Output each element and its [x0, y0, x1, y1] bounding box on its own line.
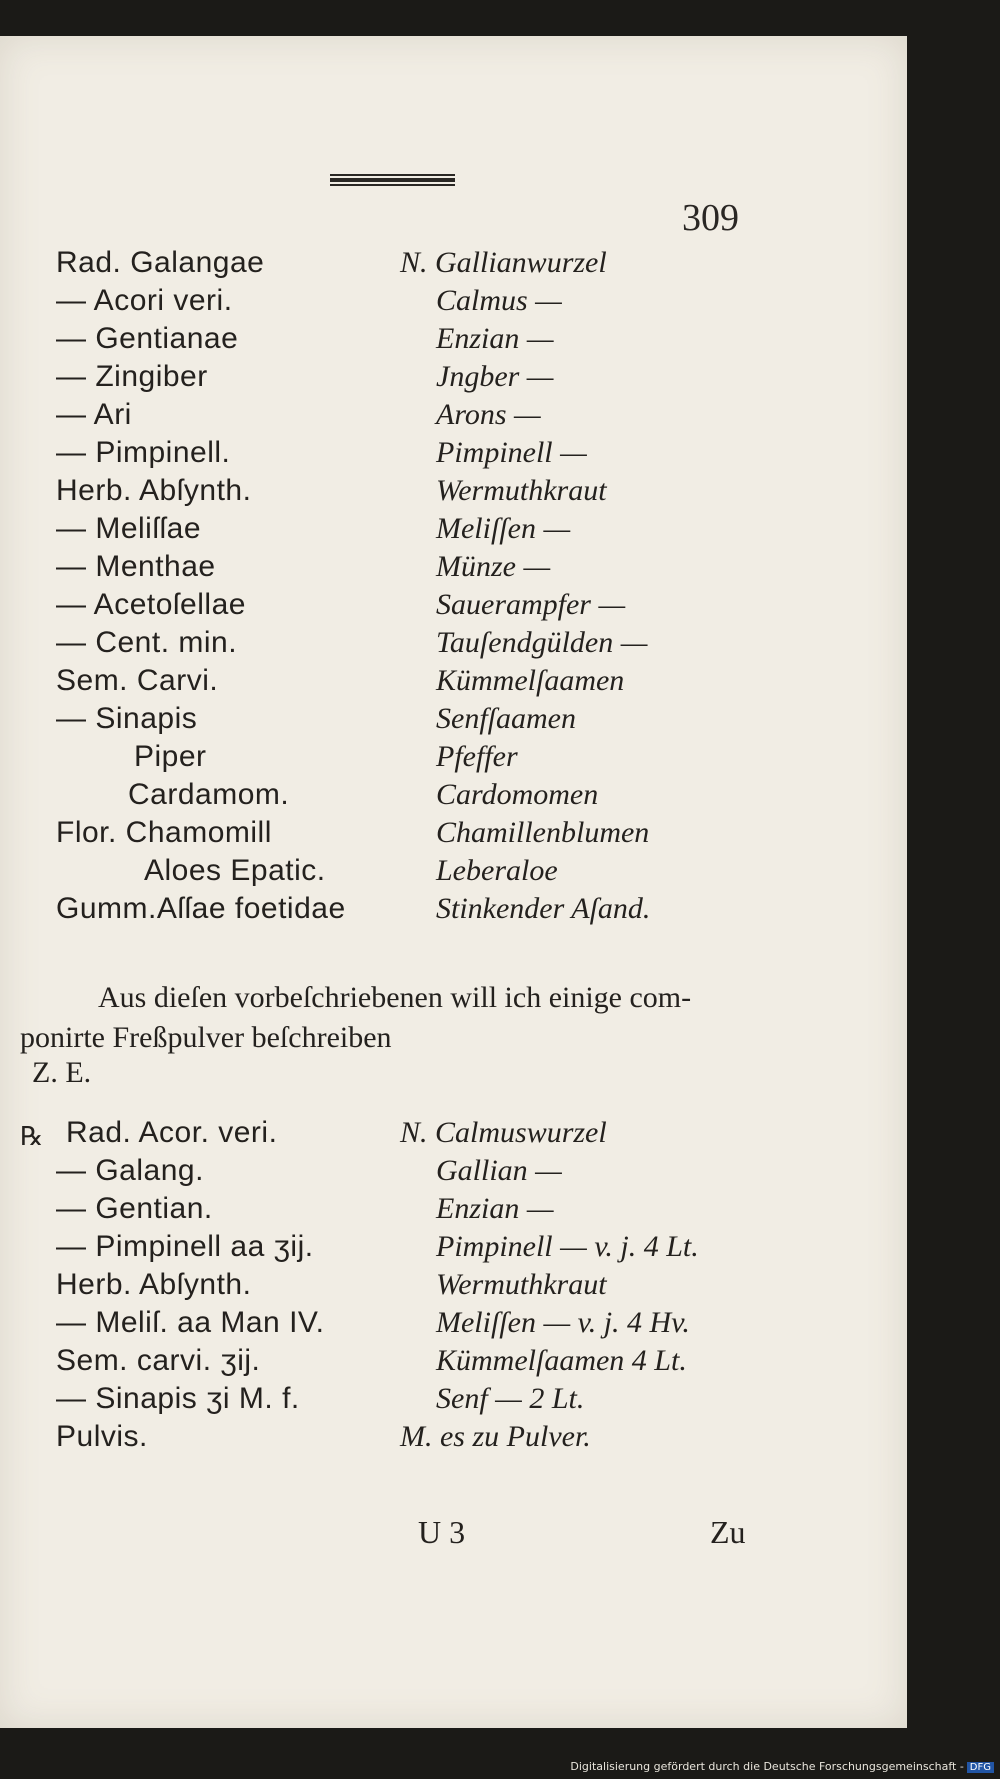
ingredient-german: Pimpinell — — [436, 436, 587, 469]
recipe-german: Wermuthkraut — [436, 1268, 607, 1301]
recipe-latin: Sem. carvi. ʒij. — [56, 1344, 261, 1377]
recipe-german: Pimpinell — v. j. 4 Lt. — [436, 1230, 699, 1263]
ingredient-german: Leberaloe — [436, 854, 558, 887]
ingredient-german: Jngber — — [436, 360, 554, 393]
header-rule — [330, 174, 455, 184]
ingredient-latin: — Acetoſellae — [56, 588, 246, 621]
paragraph-line: Aus dieſen vorbeſchriebenen will ich einige com- — [98, 981, 692, 1014]
ingredient-latin: — Cent. min. — [56, 626, 238, 659]
recipe-latin: Pulvis. — [56, 1420, 148, 1453]
ingredient-german: Münze — — [436, 550, 551, 583]
ingredient-german: Senfſaamen — [436, 702, 576, 735]
recipe-latin: — Galang. — [56, 1154, 204, 1187]
footer-text: Digitalisierung gefördert durch die Deutsche Forschungsgemeinschaft - — [570, 1760, 964, 1773]
ingredient-latin: Herb. Abſynth. — [56, 474, 252, 507]
ingredient-german: Pfeffer — [436, 740, 518, 773]
ingredient-latin: — Menthae — [56, 550, 216, 583]
ingredient-latin: — Sinapis — [56, 702, 198, 735]
recipe-latin: — Sinapis ʒi M. f. — [56, 1382, 300, 1415]
ingredient-latin: — Meliſſae — [56, 512, 202, 545]
ingredient-german: Calmus — — [436, 284, 562, 317]
ingredient-german: Chamillenblumen — [436, 816, 650, 849]
recipe-latin: — Meliſ. aa Man IV. — [56, 1306, 325, 1339]
ingredient-german: Enzian — — [436, 322, 554, 355]
dfg-logo: DFG — [967, 1762, 994, 1773]
ingredient-german: Sauerampfer — — [436, 588, 626, 621]
recipe-german: M. es zu Pulver. — [400, 1420, 591, 1453]
ingredient-german: Meliſſen — — [436, 512, 571, 545]
recipe-latin: Herb. Abſynth. — [56, 1268, 252, 1301]
recipe-latin: — Pimpinell aa ʒij. — [56, 1230, 314, 1263]
ingredient-german: N. Gallianwurzel — [400, 246, 607, 279]
ingredient-latin: Piper — [134, 740, 207, 773]
page-number: 309 — [682, 197, 739, 239]
ingredient-latin: Sem. Carvi. — [56, 664, 219, 697]
ingredient-german: Kümmelſaamen — [436, 664, 625, 697]
recipe-german: Gallian — — [436, 1154, 562, 1187]
recipe-latin: — Gentian. — [56, 1192, 213, 1225]
recipe-latin: Rad. Acor. veri. — [66, 1116, 278, 1149]
digitization-footer — [570, 1760, 994, 1773]
ingredient-latin: Cardamom. — [128, 778, 290, 811]
ingredient-latin: Rad. Galangae — [56, 246, 265, 279]
recipe-german: Kümmelſaamen 4 Lt. — [436, 1344, 687, 1377]
recipe-german: Senf — 2 Lt. — [436, 1382, 585, 1415]
ingredient-german: Tauſendgülden — — [436, 626, 648, 659]
ingredient-latin: — Ari — [56, 398, 132, 431]
ingredient-german: Cardomomen — [436, 778, 599, 811]
example-abbrev: Z. E. — [32, 1056, 92, 1089]
paragraph-line: ponirte Freßpulver beſchreiben — [20, 1021, 392, 1054]
ingredient-latin: Aloes Epatic. — [144, 854, 326, 887]
recipe-german: Meliſſen — v. j. 4 Hv. — [436, 1306, 690, 1339]
ingredient-latin: — Gentianae — [56, 322, 239, 355]
recipe-german: N. Calmuswurzel — [400, 1116, 607, 1149]
recipe-symbol: ℞ — [20, 1122, 44, 1152]
ingredient-latin: — Pimpinell. — [56, 436, 231, 469]
ingredient-german: Stinkender Aſand. — [436, 892, 651, 925]
ingredient-german: Wermuthkraut — [436, 474, 607, 507]
ingredient-latin: — Zingiber — [56, 360, 208, 393]
catchword: Zu — [710, 1514, 746, 1550]
ingredient-latin: Flor. Chamomill — [56, 816, 272, 849]
ingredient-german: Arons — — [436, 398, 541, 431]
ingredient-latin: Gumm.Aſſae foetidae — [56, 892, 346, 925]
ingredient-latin: — Acori veri. — [56, 284, 233, 317]
signature-mark: U 3 — [418, 1514, 466, 1550]
book-page — [0, 36, 907, 1728]
recipe-german: Enzian — — [436, 1192, 554, 1225]
